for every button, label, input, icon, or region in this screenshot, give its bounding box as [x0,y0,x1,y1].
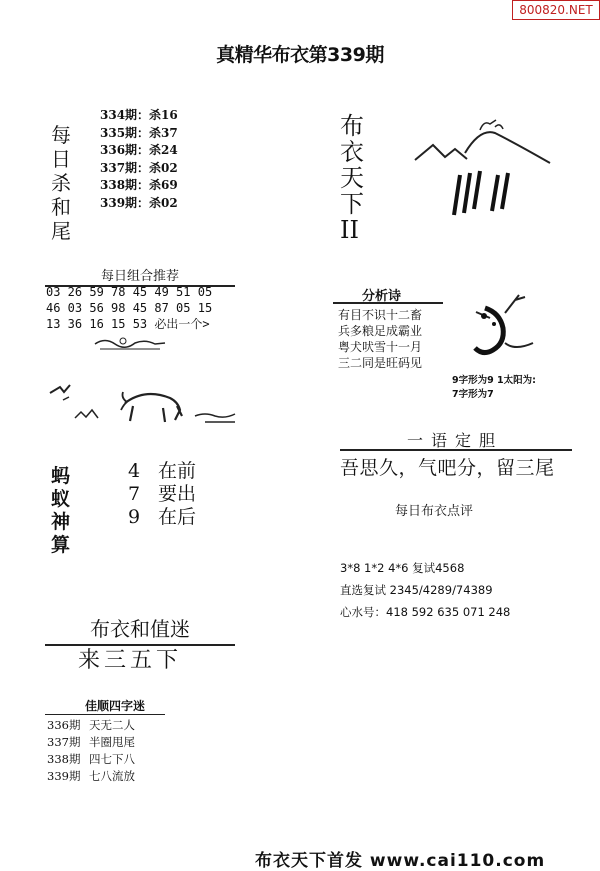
ant-god-row [128,460,196,483]
poem-line: 兵多粮足成霸业 [338,324,423,338]
poem-line: 三二同是旺码见 [338,356,423,370]
list-item: 337期：杀02 [100,160,178,175]
riddle-title: 布衣和值迷 [45,613,235,646]
vertical-char: 衣 [340,138,364,166]
divider [340,449,572,451]
list-item: 339期：杀02 [100,195,178,210]
ox-landscape-sketch-icon [45,378,245,438]
vertical-char: 每 [51,123,71,147]
butian-vertical-title [340,113,364,243]
vertical-char: 和 [51,195,71,219]
ant-god-number: 9 [128,506,141,528]
poem-lines [338,307,422,371]
vertical-char: 布 [340,112,364,140]
kill-tail-vertical-label [48,123,74,243]
ant-god-row [128,506,196,529]
period-label: 337期 [47,735,81,749]
ant-god-text: 在后 [158,506,197,528]
riddle-text: 四七下八 [89,752,135,766]
combo-row: 46 03 56 98 45 87 05 15 [46,301,213,315]
riddle-text: 七八流放 [89,769,135,783]
vertical-char: 蚂 [51,465,71,487]
poem-note: 9字形为9 1太阳为: [452,375,536,386]
divider [333,302,443,304]
list-item: 338期：杀69 [100,178,178,192]
site-badge[interactable]: 800820.NET [512,0,600,20]
list-item: 334期：杀16 [100,108,178,122]
four-char-row [47,751,135,768]
squiggle-ornament-icon [95,333,165,353]
ant-god-row [128,483,196,506]
ant-god-rows [128,460,196,529]
four-char-row [47,717,135,734]
yiyu-title: 一语定胆 [406,431,503,450]
poem-line: 粤犬吠雪十一月 [338,340,423,354]
vertical-char: 蚁 [51,488,71,510]
ant-god-text: 要出 [158,483,197,505]
divider [45,714,165,715]
kill-tail-list [100,107,178,212]
daily-combo-rows [46,284,212,332]
riddle-text: 半圈甩尾 [89,735,135,749]
poem-line: 有目不识十二畜 [338,308,423,322]
four-char-row [47,768,135,785]
vertical-char: 神 [51,511,71,533]
four-char-row [47,734,135,751]
ant-god-text: 在前 [158,460,197,482]
combo-row: 03 26 59 78 45 49 51 05 [46,285,213,299]
vertical-char: 下 [340,190,364,218]
vertical-char: 杀 [51,171,71,195]
period-label: 336期 [47,718,81,732]
period-label: 338期 [47,752,81,766]
four-char-rows [47,717,135,785]
vertical-char: 尾 [51,219,71,243]
comment-row: 心水号：418 592 635 071 248 [340,605,511,619]
four-char-title: 佳顺四字迷 [85,699,146,713]
page-title: 真精华布衣第339期 [216,44,384,66]
vertical-char: II [340,216,359,244]
list-item: 335期：杀37 [100,125,178,140]
list-item: 336期：杀24 [100,143,178,157]
riddle-text: 天无二人 [89,718,135,732]
yiyu-text: 吾思久，气吧分，留三尾 [340,457,555,479]
ant-god-number: 7 [128,483,141,505]
comment-rows [340,557,510,623]
footer-link[interactable]: 布衣天下首发 www.cai110.com [255,851,546,871]
ant-god-vertical-label [51,465,70,557]
comment-row: 3*8 1*2 4*6 复试4568 [340,561,465,575]
period-label: 339期 [47,769,81,783]
combo-row: 13 36 16 15 53 必出一个> [46,317,210,331]
ant-god-number: 4 [128,460,141,482]
vertical-char: 算 [51,534,71,556]
comment-title: 每日布衣点评 [395,504,474,519]
vertical-char: 日 [51,147,71,171]
mountain-sketch-icon [410,115,560,220]
comment-row: 直选复试 2345/4289/74389 [340,583,493,597]
poem-note: 7字形为7 [452,389,494,400]
riddle-answer: 来三五下 [78,648,183,673]
poem-title: 分析诗 [362,289,402,304]
vertical-char: 天 [340,164,364,192]
figure-sketch-icon [460,288,540,363]
daily-combo-title: 每日组合推荐 [45,265,235,287]
